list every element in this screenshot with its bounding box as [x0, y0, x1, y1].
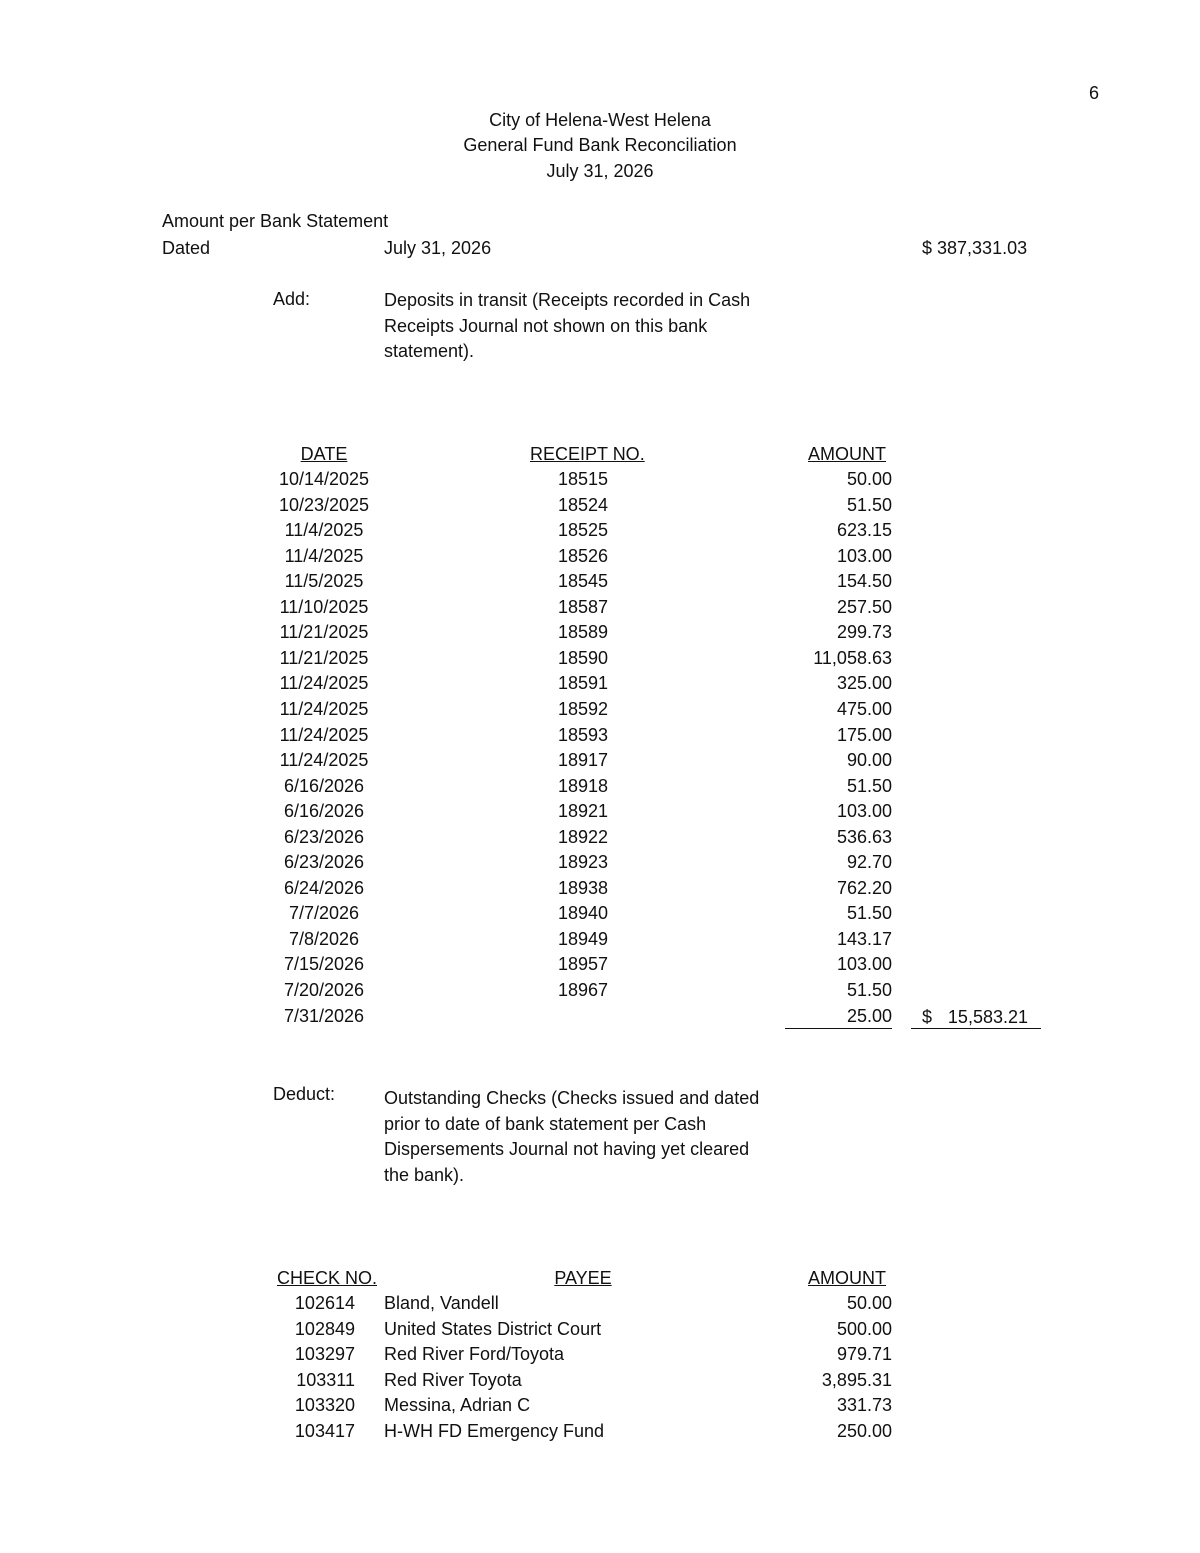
deposit-row: [0, 877, 1200, 903]
deposit-amount: 325.00: [836, 673, 892, 694]
deposit-amount: 25.00: [846, 1005, 892, 1026]
check-number: 103297: [294, 1344, 355, 1364]
deposit-row: [0, 494, 1200, 520]
deposit-date: 11/4/2025: [284, 545, 364, 566]
deposit-row: [0, 724, 1200, 750]
deposit-date: 7/8/2026: [288, 928, 360, 949]
deposit-receipt-no: 18938: [557, 877, 609, 898]
deposit-row: [0, 519, 1200, 545]
deposit-date: 11/24/2025: [279, 724, 369, 745]
check-payee: Red River Toyota: [384, 1369, 522, 1390]
deposit-row: [0, 928, 1200, 954]
check-row: [0, 1369, 1200, 1395]
deposit-row: [0, 953, 1200, 979]
deposit-receipt-no: 18515: [557, 469, 609, 489]
deposit-row: [0, 800, 1200, 826]
check-amount: 979.71: [836, 1344, 892, 1364]
header-amount: AMOUNT: [808, 444, 886, 464]
deposit-date: 11/4/2025: [284, 520, 364, 541]
deposit-amount: 90.00: [846, 750, 892, 771]
deposit-amount: 92.70: [846, 852, 892, 873]
deposit-row: [0, 545, 1200, 571]
deposit-receipt-no: 18545: [557, 571, 609, 592]
check-payee: Bland, Vandell: [384, 1293, 499, 1313]
deposit-amount: 143.17: [836, 928, 892, 949]
deposit-date: 11/5/2025: [284, 571, 364, 592]
check-row: [0, 1318, 1200, 1344]
deposits-total-symbol: $: [922, 1007, 933, 1027]
deposit-date: 6/16/2026: [283, 801, 365, 822]
deposit-receipt-no: 18918: [557, 775, 609, 796]
deposit-date: 6/23/2026: [283, 826, 365, 847]
check-number: 103311: [296, 1369, 355, 1390]
add-label: Add:: [273, 289, 311, 309]
check-number: 102614: [294, 1293, 355, 1313]
deposit-amount: 51.50: [846, 903, 892, 924]
deposit-receipt-no: 18526: [557, 545, 609, 566]
page-number: 6: [1089, 83, 1100, 103]
deposit-row: [0, 621, 1200, 647]
deposit-amount: 51.50: [846, 494, 892, 515]
deposit-receipt-no: 18525: [557, 520, 609, 541]
deposit-row: [0, 596, 1200, 622]
deposit-receipt-no: 18967: [557, 980, 609, 1000]
check-row: [0, 1420, 1200, 1446]
deposit-date: 6/23/2026: [283, 852, 365, 873]
bank-statement-amount: $ 387,331.03: [922, 238, 1028, 258]
deposits-subtotal-rule: [785, 1028, 892, 1029]
check-row: [0, 1292, 1200, 1318]
deposit-amount: 51.50: [846, 980, 892, 1000]
deposit-receipt-no: 18590: [557, 647, 609, 668]
header-check-amount: AMOUNT: [808, 1268, 886, 1288]
check-amount: 250.00: [836, 1420, 892, 1441]
deposit-receipt-no: 18922: [557, 826, 609, 847]
deposit-date: 11/10/2025: [279, 596, 369, 617]
deposit-date: 11/24/2025: [279, 750, 369, 771]
deposit-row: [0, 468, 1200, 494]
deposit-amount: 103.00: [836, 801, 892, 822]
document-title-entity: City of Helena-West Helena: [489, 110, 711, 130]
add-description: Deposits in transit (Receipts recorded in Cash Receipts Journal not shown on this bank statement).: [384, 290, 751, 361]
deduct-label: Deduct:: [273, 1084, 336, 1104]
check-number: 103417: [294, 1420, 355, 1441]
deposit-row: [0, 902, 1200, 928]
deposit-amount: 50.00: [846, 469, 892, 489]
deposit-amount: 51.50: [846, 775, 892, 796]
header-receipt-no: RECEIPT NO.: [530, 444, 645, 464]
check-row: [0, 1343, 1200, 1369]
deposit-receipt-no: 18524: [557, 494, 609, 515]
header-check-no: CHECK NO.: [277, 1268, 378, 1288]
deposit-date: 11/24/2025: [279, 673, 369, 694]
deposit-receipt-no: 18589: [557, 622, 609, 643]
deposit-date: 6/24/2026: [283, 877, 365, 898]
deposits-total: 15,583.21: [947, 1007, 1028, 1027]
document-title-date: July 31, 2026: [546, 161, 654, 181]
header-payee: PAYEE: [554, 1268, 612, 1288]
deposits-total-rule: [911, 1028, 1041, 1029]
deposit-date: 11/21/2025: [279, 622, 369, 643]
deposit-date: 11/21/2025: [279, 647, 369, 668]
deposit-row: [0, 570, 1200, 596]
check-payee: H-WH FD Emergency Fund: [384, 1420, 605, 1441]
deposit-row: [0, 698, 1200, 724]
deposit-amount: 299.73: [836, 622, 892, 643]
check-row: [0, 1394, 1200, 1420]
deposit-receipt-no: 18593: [557, 724, 609, 745]
deposit-date: 7/31/2026: [283, 1005, 365, 1026]
check-amount: 500.00: [836, 1318, 892, 1339]
check-number: 103320: [294, 1395, 355, 1415]
deposit-amount: 475.00: [836, 698, 892, 719]
deposit-date: 7/20/2026: [283, 980, 365, 1000]
deposit-row: [0, 672, 1200, 698]
deposit-amount: 175.00: [836, 724, 892, 745]
deposit-amount: 257.50: [836, 596, 892, 617]
check-amount: 3,895.31: [821, 1369, 892, 1390]
deposit-row: [0, 979, 1200, 1005]
deposit-receipt-no: 18957: [557, 954, 609, 975]
deposit-date: 11/24/2025: [279, 698, 369, 719]
check-amount: 331.73: [836, 1395, 892, 1415]
dated-label: Dated: [162, 238, 211, 258]
deduct-description: Outstanding Checks (Checks issued and dated prior to date of bank statement per Cash Dispersements Journal not having yet cleared the bank).: [384, 1088, 760, 1185]
deposit-receipt-no: 18923: [557, 852, 609, 873]
header-date: DATE: [300, 444, 348, 464]
bank-statement-label: Amount per Bank Statement: [162, 211, 389, 231]
deposit-receipt-no: 18921: [557, 801, 609, 822]
deposit-amount: 103.00: [836, 954, 892, 975]
dated-value: July 31, 2026: [384, 238, 492, 258]
deposit-amount: 623.15: [836, 520, 892, 541]
deposit-receipt-no: 18917: [557, 750, 609, 771]
deposit-row: [0, 749, 1200, 775]
deposit-amount: 103.00: [836, 545, 892, 566]
document-title-report: General Fund Bank Reconciliation: [463, 135, 737, 155]
deposit-amount: 762.20: [836, 877, 892, 898]
deposit-receipt-no: 18940: [557, 903, 609, 924]
check-payee: Red River Ford/Toyota: [384, 1344, 565, 1364]
deposit-date: 7/7/2026: [288, 903, 360, 924]
check-number: 102849: [294, 1318, 355, 1339]
deposit-date: 10/14/2025: [278, 469, 370, 489]
deposit-row: [0, 775, 1200, 801]
deposit-receipt-no: 18592: [557, 698, 609, 719]
deposit-row: [0, 647, 1200, 673]
deposit-row: [0, 851, 1200, 877]
deposit-amount: 536.63: [836, 826, 892, 847]
deposit-receipt-no: 18949: [557, 928, 609, 949]
deposit-amount: 154.50: [836, 571, 892, 592]
check-payee: Messina, Adrian C: [384, 1395, 531, 1415]
check-amount: 50.00: [846, 1293, 892, 1313]
deposit-date: 10/23/2025: [278, 494, 370, 515]
deposit-date: 7/15/2026: [283, 954, 365, 975]
deposit-amount: 11,058.63: [813, 647, 892, 668]
check-payee: United States District Court: [384, 1318, 602, 1339]
deposit-receipt-no: 18587: [557, 596, 609, 617]
deposit-receipt-no: 18591: [557, 673, 609, 694]
deposit-row: [0, 826, 1200, 852]
deposit-date: 6/16/2026: [283, 775, 365, 796]
